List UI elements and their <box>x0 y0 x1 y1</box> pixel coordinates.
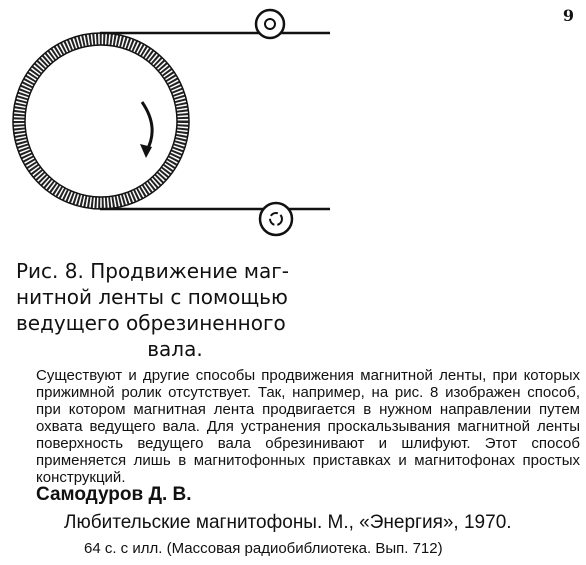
reference-title: Любительские магнитофоны. М., «Энергия», 1970. <box>64 512 512 533</box>
guide-roller-bottom <box>260 203 292 235</box>
guide-roller-top <box>256 10 284 38</box>
caption-line: Рис. 8. Продвижение маг- <box>16 259 289 283</box>
reference-description: 64 с. с илл. (Массовая радиобиблиотека. Вып. 712) <box>84 540 443 557</box>
caption-line: нитной ленты с помощью <box>16 285 288 309</box>
capstan-diagram <box>0 0 586 250</box>
rotation-arrow <box>142 102 152 152</box>
page-number: 9 <box>562 6 574 25</box>
caption-line: ведущего обрезиненного <box>16 311 286 335</box>
capstan-roller <box>19 39 183 203</box>
reference-author: Самодуров Д. В. <box>36 484 192 505</box>
body-paragraph: Существуют и другие способы продвижения магнитной ленты, при которых прижимной ролик отсутствует. Так, например, на рис. 8 изображен способ, при котором магнитная лента продвигается в нужном направлении путем охвата ведущего вала. Для устранения проскальзывания магнитной ленты поверхность ведущего вала обрезинивают и шлифуют. Этот способ применяется лишь в магнитофонных приставках и магнитофонах простых конструкций. <box>36 367 580 486</box>
caption-line: вала. <box>147 337 203 361</box>
figure-caption <box>16 258 334 362</box>
